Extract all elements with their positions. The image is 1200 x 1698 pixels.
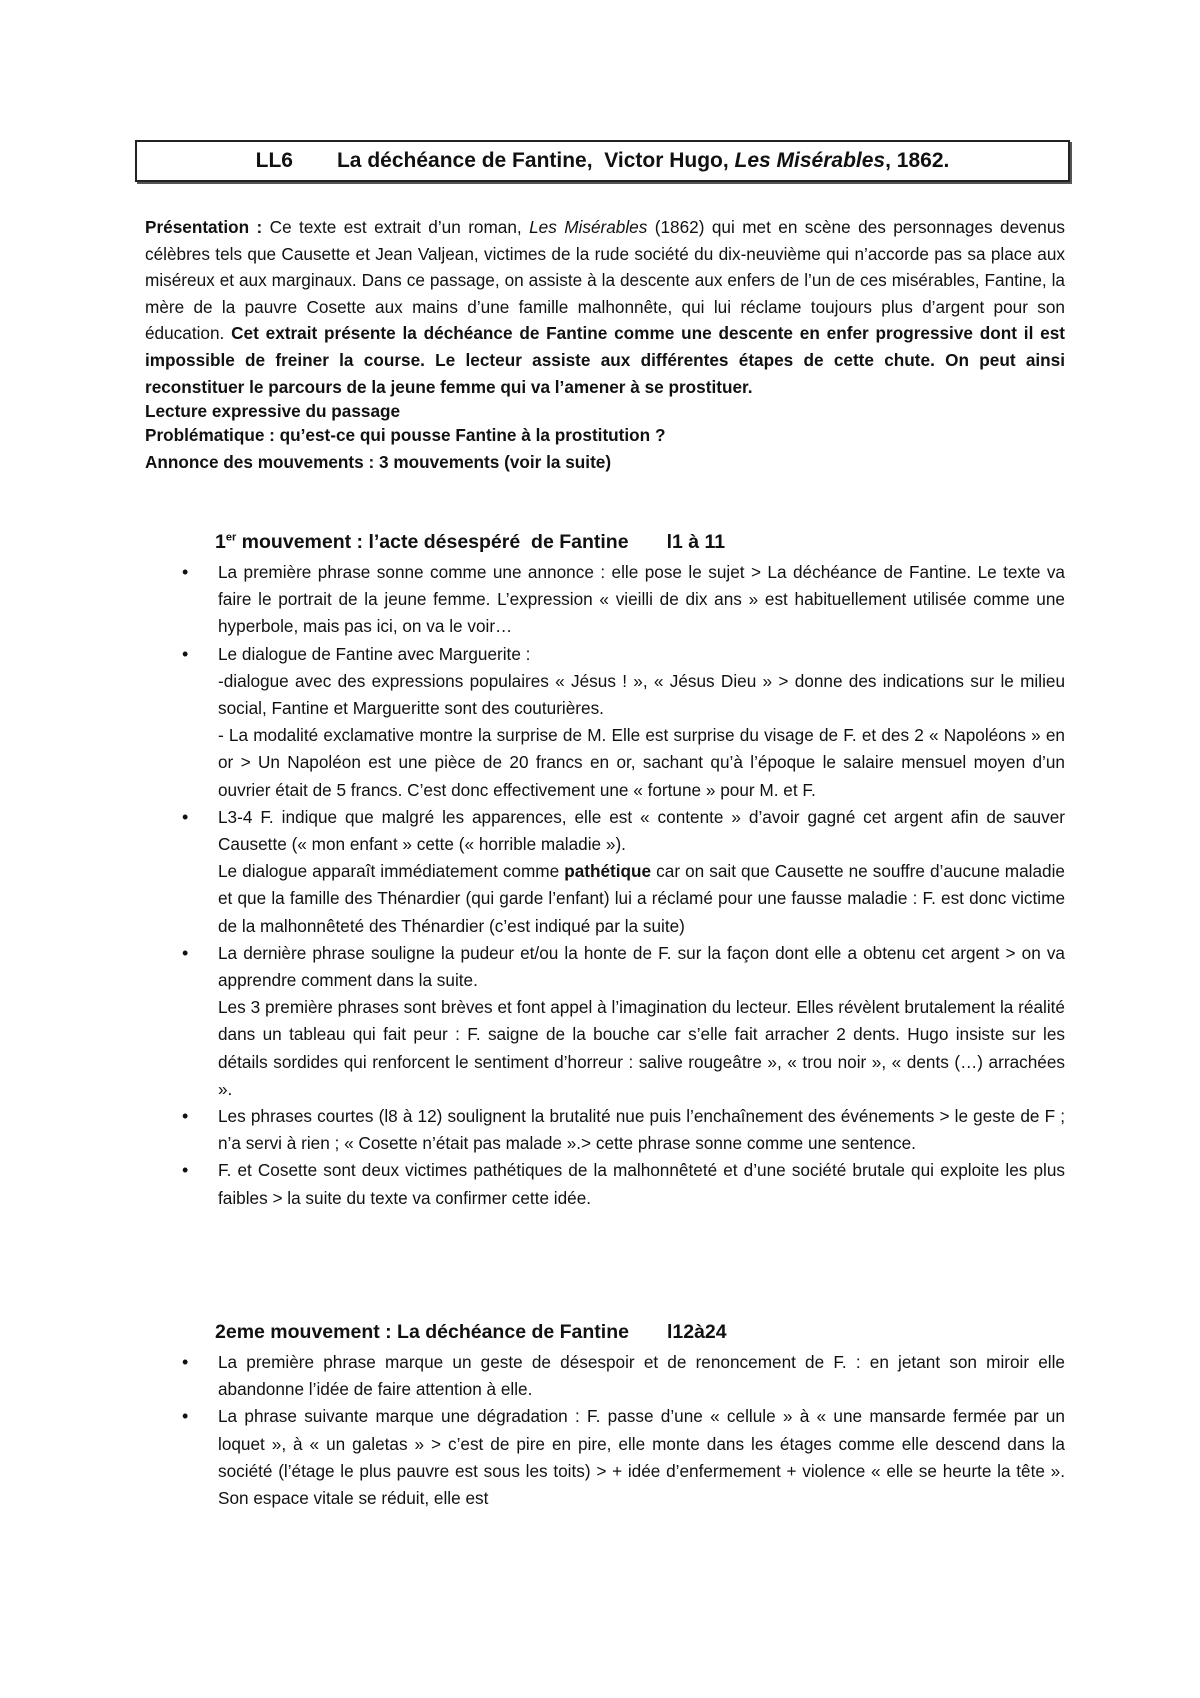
intro-bold-text: Cet extrait présente la déchéance de Fantine comme une descente en enfer progressive dont il est impossible de freiner la course. Le lecteur assiste aux différentes étapes de cette chute. On peut ainsi reconstituer le parcours de la jeune femme qui va l’amener à se prostituer. (145, 323, 1066, 397)
list-item: • La première phrase marque un geste de désespoir et de renoncement de F. : en jetant son miroir elle abandonne l’idée de faire attention à elle. (178, 1349, 1065, 1403)
movement1-sup: er (225, 531, 237, 544)
intro-work: Les Misérables (529, 217, 648, 237)
movement1-list (178, 559, 1065, 1212)
list-item: • L3-4 F. indique que malgré les apparences, elle est « contente » d’avoir gagné cet argent afin de sauver Causette (« mon enfant » cette (« horrible maladie »). Le dialogue apparaît immédiatement comme pathétique car on sait que Causette ne souffre d’aucune maladie et que la famille des Thénardier (qui garde l’enfant) lui a réclamé pour une fausse maladie : F. est donc victime de la malhonnêteté des Thénardier (c’est indiqué par la suite) (178, 804, 1065, 940)
movement2-lines: l12à24 (666, 1321, 727, 1343)
list-item: • La première phrase sonne comme une annonce : elle pose le sujet > La déchéance de Fantine. Le texte va faire le portrait de la jeune femme. L’expression « vieilli de dix ans » est habituellement utilisée comme une hyperbole, mais pas ici, on va le voir… (178, 559, 1065, 641)
list-item: • La dernière phrase souligne la pudeur et/ou la honte de F. sur la façon dont elle a obtenu cet argent > on va apprendre comment dans la suite. Les 3 première phrases sont brèves et font appel à l’imagination du lecteur. Elles révèlent brutalement la réalité dans un tableau qui fait peur : F. saigne de la bouche car s’elle fait arracher 2 dents. Hugo insiste sur les détails sordides qui renforcent le sentiment d’horreur : salive rougeâtre », « trou noir », « dents (…) arrachées ». (178, 940, 1065, 1103)
intro-text-b: (1862) qui met en scène des personnages devenus célèbres tels que Causette et Jean Valjean, victimes de la rude société du dix-neuvième qui n’accorde pas sa place aux miséreux et aux marginaux. Dans ce passage, on assiste à la descente aux enfers de l’un de ces misérables, Fantine, la mère de la pauvre Cosette aux mains d’une famille malhonnête, qui lui réclame toujours plus d’argent pour son éducation. (145, 217, 1070, 344)
intro-label: Présentation : (145, 217, 263, 237)
movement1-num: 1 (215, 531, 226, 553)
movement2-list (178, 1349, 1065, 1512)
movement1-heading (215, 531, 725, 554)
list-item: • La phrase suivante marque une dégradation : F. passe d’une « cellule » à « une mansarde fermée par un loquet », à « un galetas » > c’est de pire en pire, elle monte dans les étages comme elle descend dans la société (l’étage le plus pauvre est sous les toits) > + idée d’enfermement + violence « elle se heurte la tête ». Son espace vitale se réduit, elle est (178, 1403, 1065, 1512)
title-code: LL6 (255, 149, 293, 172)
title-work: Les Misérables (734, 149, 886, 172)
movement1-lines: l1 à 11 (666, 531, 726, 553)
intro-announce: Annonce des mouvements : 3 mouvements (voir la suite) (145, 452, 612, 473)
list-item: • F. et Cosette sont deux victimes pathétiques de la malhonnêteté et d’une société brutale qui exploite les plus faibles > la suite du texte va confirmer cette idée. (178, 1157, 1065, 1211)
intro-paragraph (145, 214, 1070, 400)
list-item: • Les phrases courtes (l8 à 12) soulignent la brutalité nue puis l’enchaînement des événements > le geste de F ; n’a servi à rien ; « Cosette n’était pas malade ».> cette phrase sonne comme une sentence. (178, 1103, 1065, 1157)
intro-reading: Lecture expressive du passage (145, 401, 401, 422)
title-box (135, 140, 1070, 182)
item-bold-word: pathétique (564, 861, 652, 882)
movement1-title: mouvement : l’acte désespéré de Fantine (236, 531, 629, 553)
intro-section (145, 214, 1070, 476)
movement2-heading (215, 1321, 727, 1344)
title-year: , 1862. (885, 149, 950, 172)
title-text: La déchéance de Fantine, Victor Hugo, (336, 149, 735, 172)
intro-text-a: Ce texte est extrait d’un roman, (262, 217, 530, 237)
intro-problem: Problématique : qu’est-ce qui pousse Fantine à la prostitution ? (145, 425, 666, 446)
list-item: • Le dialogue de Fantine avec Marguerite : -dialogue avec des expressions populaires « Jésus ! », « Jésus Dieu » > donne des indications sur le milieu social, Fantine et Margueritte sont des couturières. - La modalité exclamative montre la surprise de M. Elle est surprise du visage de F. et des 2 « Napoléons » en or > Un Napoléon est une pièce de 20 francs en or, sachant qu’à l’époque le salaire mensuel moyen d’un ouvrier était de 5 francs. C’est donc effectivement une « fortune » pour M. et F. (178, 641, 1065, 804)
movement2-title: 2eme mouvement : La déchéance de Fantine (215, 1321, 629, 1343)
title-main (337, 149, 949, 173)
